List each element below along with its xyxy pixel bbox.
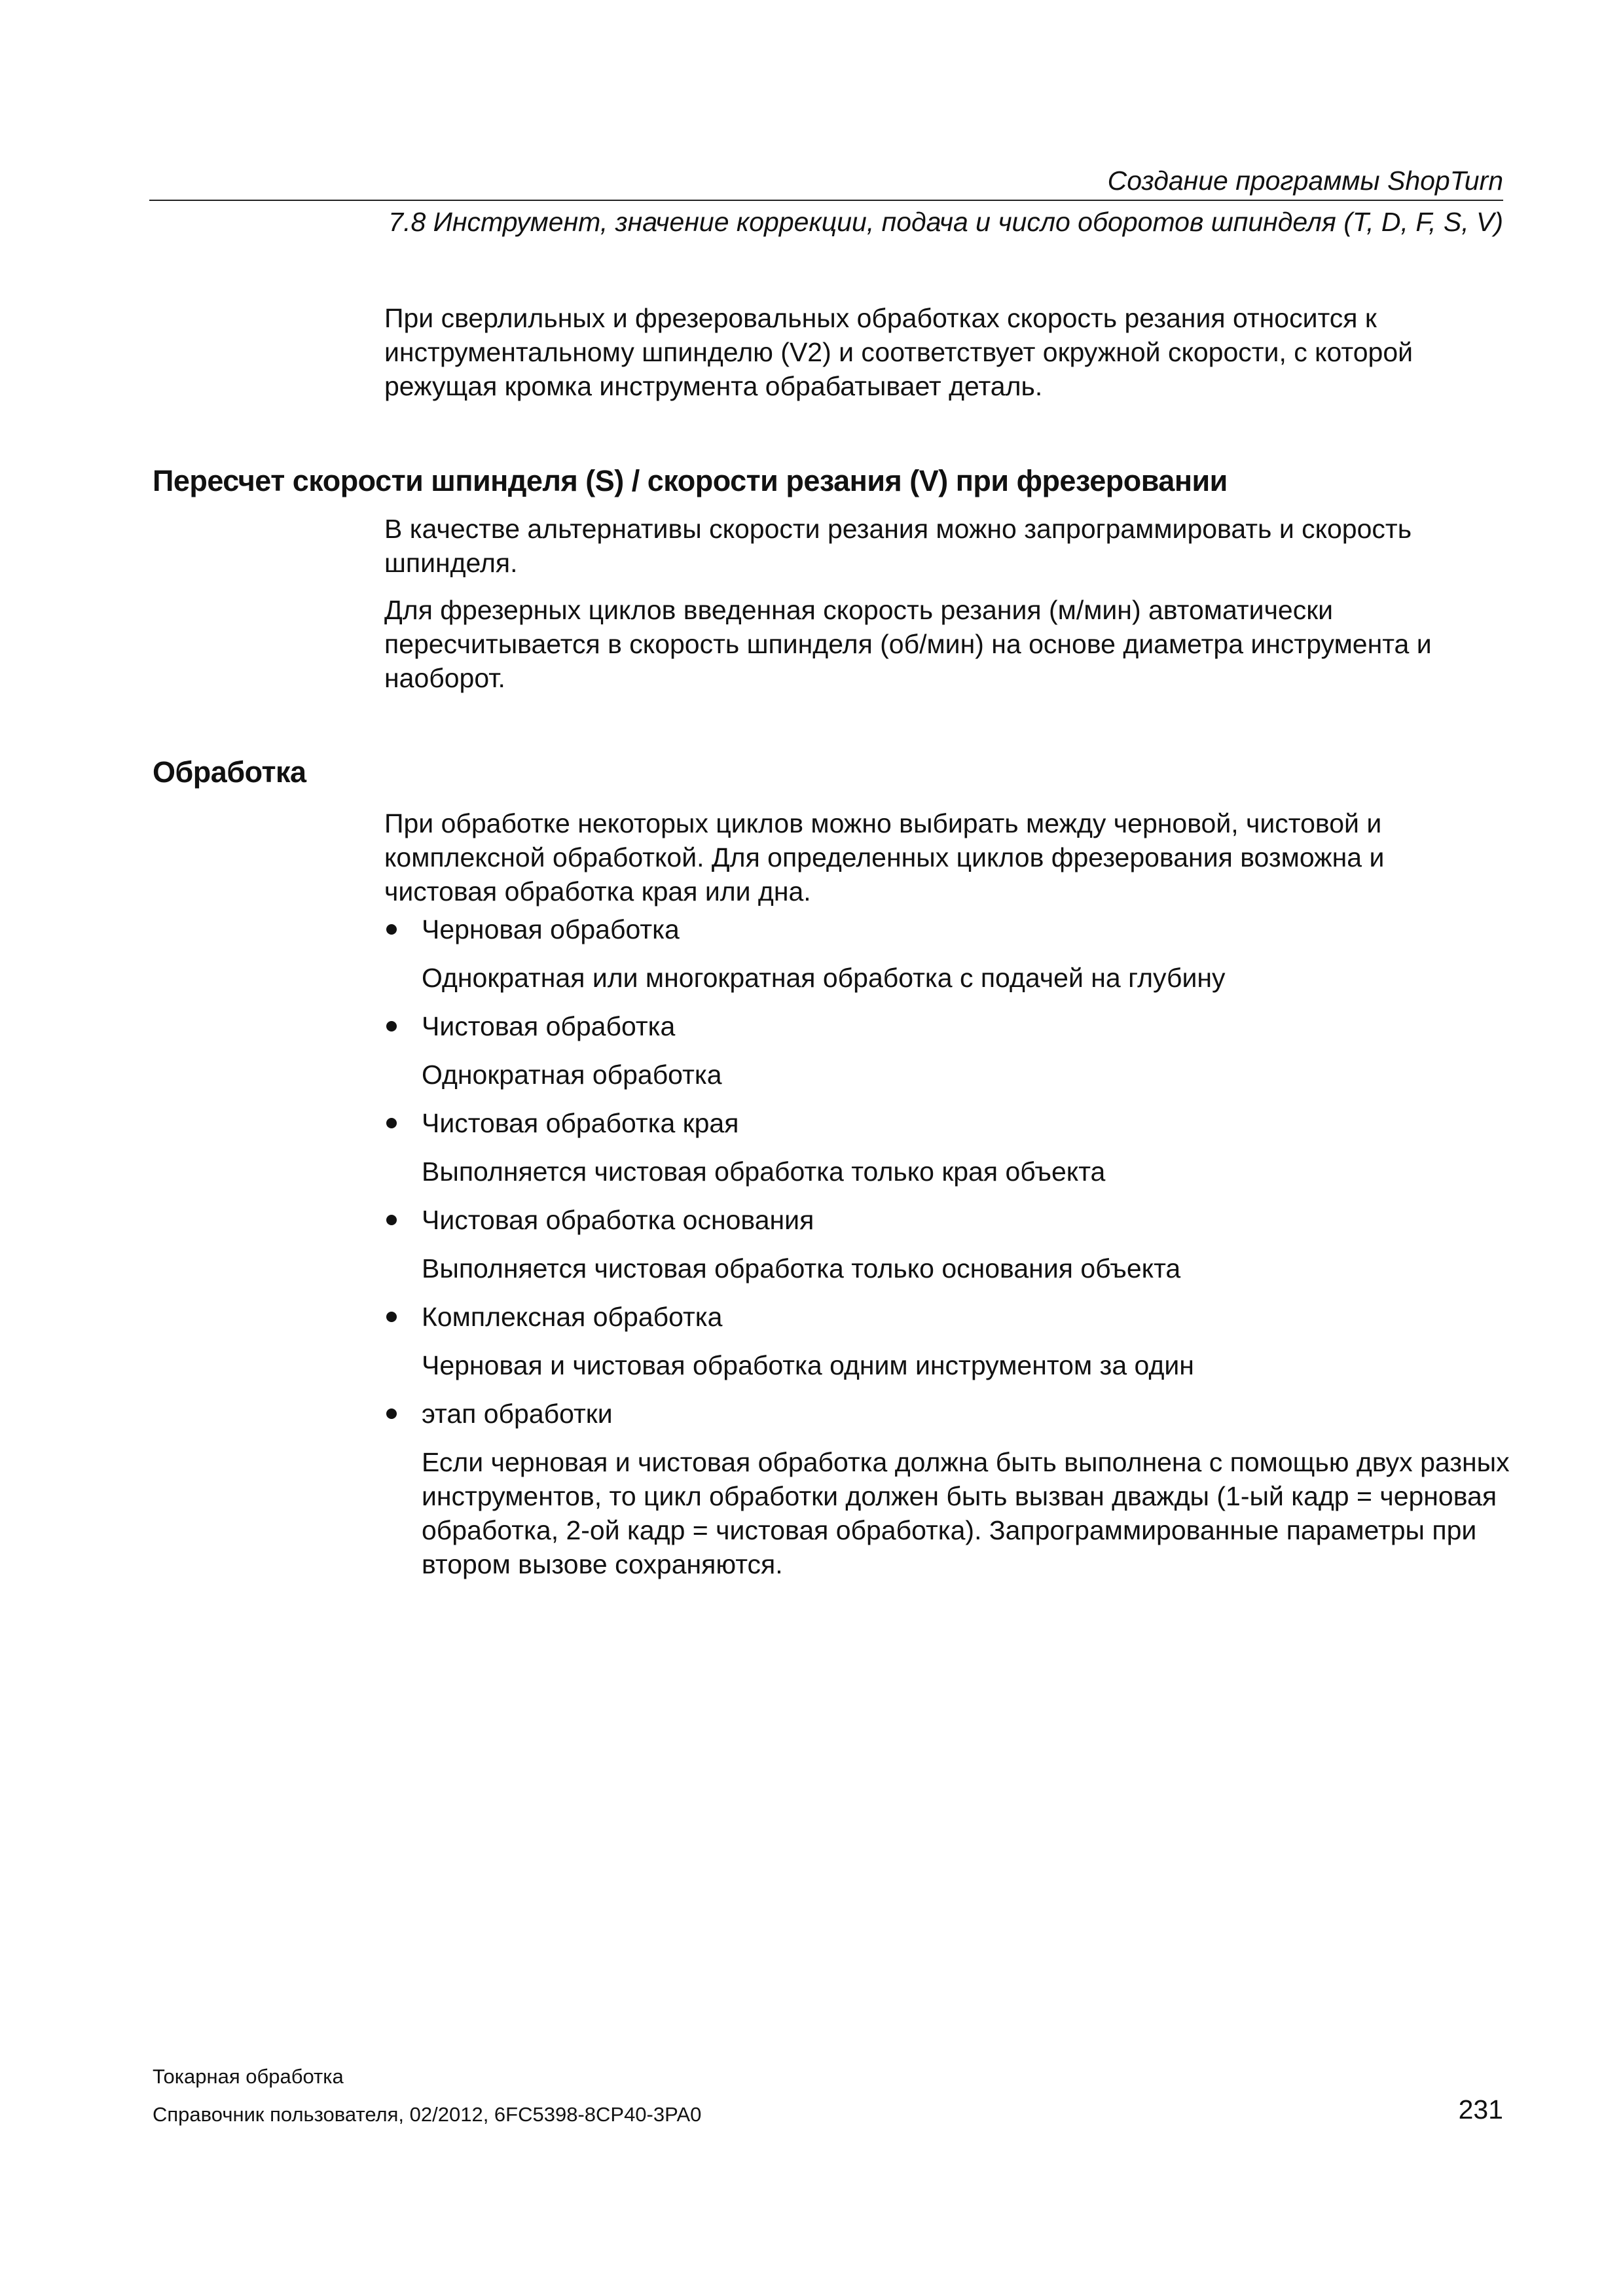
machining-type-list [384,912,1510,1596]
list-item [384,1300,1510,1382]
intro-paragraph: При сверлильных и фрезеровальных обработках скорость резания относится к инструментальному шпинделю (V2) и соответствует окружной скорости, с которой режущая кромка инструмента обрабатывает деталь. [384,303,1413,401]
list-item-description: Однократная или многократная обработка с подачей на глубину [422,963,1226,993]
machining-paragraph: При обработке некоторых циклов можно выбирать между черновой, чистовой и комплексной обработкой. Для определенных циклов фрезерования возможна и чистовая обработка края или дна. [384,808,1385,906]
bullet-icon [386,1408,397,1419]
list-item [384,912,1510,995]
bullet-icon [386,1021,397,1031]
page-number: 231 [1458,2094,1503,2125]
speed-paragraph-2: Для фрезерных циклов введенная скорость резания (м/мин) автоматически пересчитывается в скорость шпинделя (об/мин) на основе диаметра инструмента и наоборот. [384,595,1432,693]
list-item-title: Чистовая обработка основания [422,1205,814,1235]
header-divider [149,200,1503,201]
list-item [384,1009,1510,1092]
list-item-title: Черновая обработка [422,914,680,944]
speed-paragraph-1: В качестве альтернативы скорости резания можно запрограммировать и скорость шпинделя. [384,514,1412,578]
list-item-description: Если черновая и чистовая обработка должна быть выполнена с помощью двух разных инструментов, то цикл обработки должен быть вызван дважды (1-ый кадр = черновая обработка, 2-ой кадр = чистовая обработка). Запрограммированные параметры при втором вызове сохраняются. [422,1447,1510,1579]
footer-reference: Справочник пользователя, 02/2012, 6FC5398-8CP40-3PA0 [153,2103,702,2126]
list-item-title: Чистовая обработка [422,1011,676,1041]
section-heading-speed-conversion: Пересчет скорости шпинделя (S) / скорости резания (V) при фрезеровании [153,464,1228,497]
running-header-section: 7.8 Инструмент, значение коррекции, подача и число оборотов шпинделя (T, D, F, S, V) [388,207,1503,237]
list-item [384,1397,1510,1581]
bullet-icon [386,1118,397,1128]
list-item [384,1106,1510,1189]
list-item-description: Выполняется чистовая обработка только края объекта [422,1157,1106,1187]
list-item-description: Черновая и чистовая обработка одним инструментом за один [422,1350,1194,1380]
list-item-title: Чистовая обработка края [422,1108,739,1138]
list-item-description: Выполняется чистовая обработка только основания объекта [422,1253,1181,1283]
footer-title: Токарная обработка [153,2065,344,2088]
section-heading-machining: Обработка [153,755,306,789]
bullet-icon [386,1312,397,1322]
running-header-chapter: Создание программы ShopTurn [1107,166,1503,196]
list-item-title: этап обработки [422,1399,613,1429]
bullet-icon [386,1215,397,1225]
list-item-description: Однократная обработка [422,1060,722,1090]
bullet-icon [386,924,397,935]
list-item-title: Комплексная обработка [422,1302,723,1332]
list-item [384,1203,1510,1285]
